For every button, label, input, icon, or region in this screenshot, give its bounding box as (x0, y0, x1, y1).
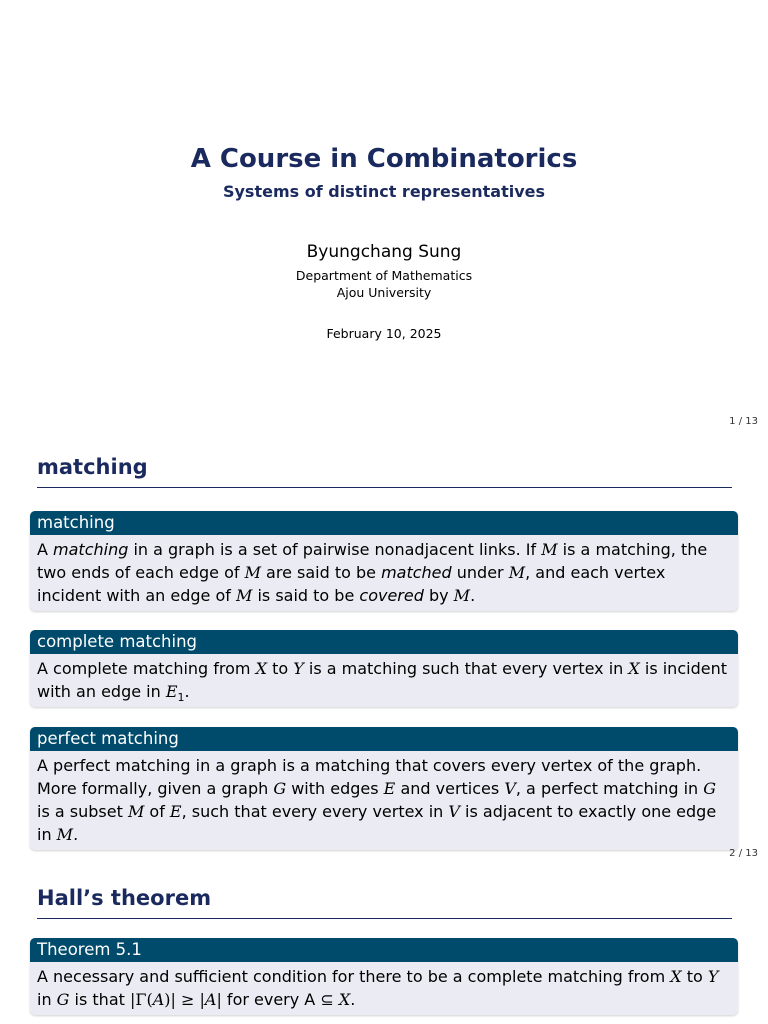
block-body: A complete matching from X to Y is a matching such that every vertex in X is incident with an edge in $E_1$. (37, 659, 727, 705)
block-title: complete matching (30, 630, 738, 654)
block-title: matching (30, 511, 738, 535)
definition-block-perfect-matching (30, 727, 738, 850)
definition-block-matching (30, 511, 738, 611)
block-body: A perfect matching in a graph is a matching that covers every vertex of the graph. More formally, given a graph G with edges E and vertices V, a perfect matching in G is a subset M of E, such that every every vertex in V is adjacent to exactly one edge in M. (37, 756, 717, 844)
frame-title-matching: matching (37, 455, 148, 479)
definition-block-complete-matching (30, 630, 738, 707)
frame-title-halls-theorem: Hall’s theorem (37, 886, 212, 910)
block-body: A matching in a graph is a set of pairwise nonadjacent links. If M is a matching, the two ends of each edge of M are said to be matched under M, and each vertex incident with an edge of M is said to be covered by M. (37, 540, 708, 605)
presentation-date: February 10, 2025 (326, 326, 442, 341)
block-title: Theorem 5.1 (30, 938, 738, 962)
block-body: A necessary and sufficient condition for there to be a complete matching from X to Y in G is that |Γ(A)| ≥ |A| for every A ⊆ X. (37, 967, 719, 1009)
page-number: 1 / 13 (729, 416, 758, 427)
page-number: 2 / 13 (729, 848, 758, 859)
frame-title-rule (37, 487, 732, 488)
frame-title-rule (37, 918, 732, 919)
presentation-title: A Course in Combinatorics (190, 144, 578, 174)
institution-university: Ajou University (336, 285, 432, 300)
theorem-block-5-1 (30, 938, 738, 1015)
institution-department: Department of Mathematics (295, 268, 473, 283)
presentation-subtitle: Systems of distinct representatives (222, 182, 546, 201)
block-title: perfect matching (30, 727, 738, 751)
author-name: Byungchang Sung (306, 242, 462, 262)
